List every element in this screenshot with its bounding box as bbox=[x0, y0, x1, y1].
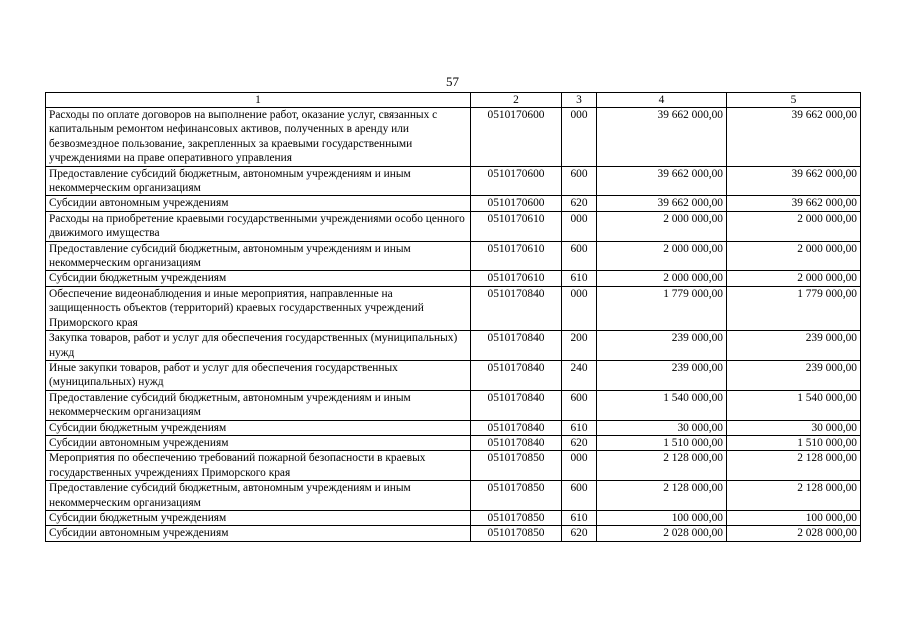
row-amount-2-cell: 1 540 000,00 bbox=[727, 390, 861, 420]
row-expense-type-cell: 600 bbox=[562, 481, 597, 511]
row-amount-1-cell: 2 000 000,00 bbox=[597, 241, 727, 271]
row-amount-1-cell: 39 662 000,00 bbox=[597, 108, 727, 167]
table-row bbox=[46, 390, 861, 420]
table-row bbox=[46, 510, 861, 525]
row-target-article-cell: 0510170850 bbox=[471, 510, 562, 525]
row-amount-2-cell: 30 000,00 bbox=[727, 420, 861, 435]
row-amount-2-cell: 2 128 000,00 bbox=[727, 451, 861, 481]
row-name-cell: Субсидии бюджетным учреждениям bbox=[46, 271, 471, 286]
row-amount-2-cell: 2 128 000,00 bbox=[727, 481, 861, 511]
table-row bbox=[46, 435, 861, 450]
row-name-cell: Субсидии автономным учреждениям bbox=[46, 196, 471, 211]
row-amount-2-cell: 39 662 000,00 bbox=[727, 108, 861, 167]
row-name-cell: Субсидии автономным учреждениям bbox=[46, 435, 471, 450]
row-amount-1-cell: 1 510 000,00 bbox=[597, 435, 727, 450]
row-name-cell: Закупка товаров, работ и услуг для обеспечения государственных (муниципальных) нужд bbox=[46, 331, 471, 361]
row-name-cell: Предоставление субсидий бюджетным, автономным учреждениям и иным некоммерческим организациям bbox=[46, 481, 471, 511]
row-amount-1-cell: 30 000,00 bbox=[597, 420, 727, 435]
row-name-cell: Субсидии автономным учреждениям bbox=[46, 526, 471, 541]
row-name-cell: Субсидии бюджетным учреждениям bbox=[46, 420, 471, 435]
table-row bbox=[46, 211, 861, 241]
row-target-article-cell: 0510170850 bbox=[471, 481, 562, 511]
table-row bbox=[46, 481, 861, 511]
table-row bbox=[46, 271, 861, 286]
row-target-article-cell: 0510170600 bbox=[471, 166, 562, 196]
row-amount-2-cell: 100 000,00 bbox=[727, 510, 861, 525]
row-expense-type-cell: 200 bbox=[562, 331, 597, 361]
header-row bbox=[46, 93, 861, 108]
row-name-cell: Предоставление субсидий бюджетным, автономным учреждениям и иным некоммерческим организациям bbox=[46, 166, 471, 196]
table-body bbox=[46, 108, 861, 542]
row-expense-type-cell: 610 bbox=[562, 420, 597, 435]
row-target-article-cell: 0510170850 bbox=[471, 451, 562, 481]
row-amount-1-cell: 1 779 000,00 bbox=[597, 286, 727, 330]
column-header-amount-1: 4 bbox=[597, 93, 727, 108]
table-row bbox=[46, 286, 861, 330]
row-target-article-cell: 0510170840 bbox=[471, 420, 562, 435]
row-target-article-cell: 0510170840 bbox=[471, 331, 562, 361]
page-number: 57 bbox=[446, 74, 459, 89]
row-amount-2-cell: 2 000 000,00 bbox=[727, 271, 861, 286]
row-expense-type-cell: 600 bbox=[562, 390, 597, 420]
row-expense-type-cell: 000 bbox=[562, 451, 597, 481]
column-header-expense-type: 3 bbox=[562, 93, 597, 108]
column-header-target-article: 2 bbox=[471, 93, 562, 108]
row-amount-1-cell: 2 000 000,00 bbox=[597, 211, 727, 241]
table-row bbox=[46, 360, 861, 390]
row-amount-2-cell: 39 662 000,00 bbox=[727, 196, 861, 211]
row-target-article-cell: 0510170610 bbox=[471, 271, 562, 286]
row-expense-type-cell: 620 bbox=[562, 196, 597, 211]
row-amount-2-cell: 2 000 000,00 bbox=[727, 241, 861, 271]
table-row bbox=[46, 166, 861, 196]
row-expense-type-cell: 000 bbox=[562, 286, 597, 330]
row-name-cell: Расходы по оплате договоров на выполнение работ, оказание услуг, связанных с капитальным ремонтом нефинансовых активов, полученных в аренду или безвозмездное пользование, закрепленных за краевыми государственными учреждениями на праве оперативного управления bbox=[46, 108, 471, 167]
row-expense-type-cell: 620 bbox=[562, 435, 597, 450]
table-row bbox=[46, 451, 861, 481]
table-row bbox=[46, 108, 861, 167]
table-row bbox=[46, 420, 861, 435]
row-amount-2-cell: 1 510 000,00 bbox=[727, 435, 861, 450]
row-target-article-cell: 0510170610 bbox=[471, 241, 562, 271]
row-amount-1-cell: 39 662 000,00 bbox=[597, 196, 727, 211]
row-expense-type-cell: 610 bbox=[562, 271, 597, 286]
row-amount-1-cell: 2 000 000,00 bbox=[597, 271, 727, 286]
row-expense-type-cell: 600 bbox=[562, 166, 597, 196]
row-expense-type-cell: 000 bbox=[562, 211, 597, 241]
row-name-cell: Иные закупки товаров, работ и услуг для обеспечения государственных (муниципальных) нужд bbox=[46, 360, 471, 390]
table-row bbox=[46, 331, 861, 361]
row-target-article-cell: 0510170840 bbox=[471, 360, 562, 390]
row-target-article-cell: 0510170610 bbox=[471, 211, 562, 241]
row-amount-1-cell: 100 000,00 bbox=[597, 510, 727, 525]
row-target-article-cell: 0510170840 bbox=[471, 286, 562, 330]
row-name-cell: Мероприятия по обеспечению требований пожарной безопасности в краевых государственных учреждениях Приморского края bbox=[46, 451, 471, 481]
row-amount-2-cell: 39 662 000,00 bbox=[727, 166, 861, 196]
row-expense-type-cell: 240 bbox=[562, 360, 597, 390]
row-name-cell: Обеспечение видеонаблюдения и иные мероприятия, направленные на защищенность объектов (территорий) краевых государственных учреждений Приморского края bbox=[46, 286, 471, 330]
column-header-name: 1 bbox=[46, 93, 471, 108]
table-row bbox=[46, 526, 861, 541]
row-amount-2-cell: 2 028 000,00 bbox=[727, 526, 861, 541]
row-expense-type-cell: 610 bbox=[562, 510, 597, 525]
row-amount-1-cell: 239 000,00 bbox=[597, 331, 727, 361]
row-expense-type-cell: 000 bbox=[562, 108, 597, 167]
row-target-article-cell: 0510170840 bbox=[471, 435, 562, 450]
budget-table bbox=[45, 92, 861, 542]
row-name-cell: Расходы на приобретение краевыми государственными учреждениями особо ценного движимого имущества bbox=[46, 211, 471, 241]
row-expense-type-cell: 600 bbox=[562, 241, 597, 271]
row-amount-2-cell: 239 000,00 bbox=[727, 360, 861, 390]
row-amount-2-cell: 1 779 000,00 bbox=[727, 286, 861, 330]
row-expense-type-cell: 620 bbox=[562, 526, 597, 541]
row-amount-2-cell: 239 000,00 bbox=[727, 331, 861, 361]
row-amount-1-cell: 1 540 000,00 bbox=[597, 390, 727, 420]
row-amount-1-cell: 2 128 000,00 bbox=[597, 451, 727, 481]
row-amount-1-cell: 2 128 000,00 bbox=[597, 481, 727, 511]
row-target-article-cell: 0510170600 bbox=[471, 196, 562, 211]
row-name-cell: Субсидии бюджетным учреждениям bbox=[46, 510, 471, 525]
row-amount-1-cell: 39 662 000,00 bbox=[597, 166, 727, 196]
column-header-amount-2: 5 bbox=[727, 93, 861, 108]
row-name-cell: Предоставление субсидий бюджетным, автономным учреждениям и иным некоммерческим организациям bbox=[46, 390, 471, 420]
row-amount-1-cell: 2 028 000,00 bbox=[597, 526, 727, 541]
table-row bbox=[46, 241, 861, 271]
row-amount-1-cell: 239 000,00 bbox=[597, 360, 727, 390]
row-target-article-cell: 0510170600 bbox=[471, 108, 562, 167]
row-target-article-cell: 0510170850 bbox=[471, 526, 562, 541]
row-amount-2-cell: 2 000 000,00 bbox=[727, 211, 861, 241]
row-name-cell: Предоставление субсидий бюджетным, автономным учреждениям и иным некоммерческим организациям bbox=[46, 241, 471, 271]
row-target-article-cell: 0510170840 bbox=[471, 390, 562, 420]
table-row bbox=[46, 196, 861, 211]
